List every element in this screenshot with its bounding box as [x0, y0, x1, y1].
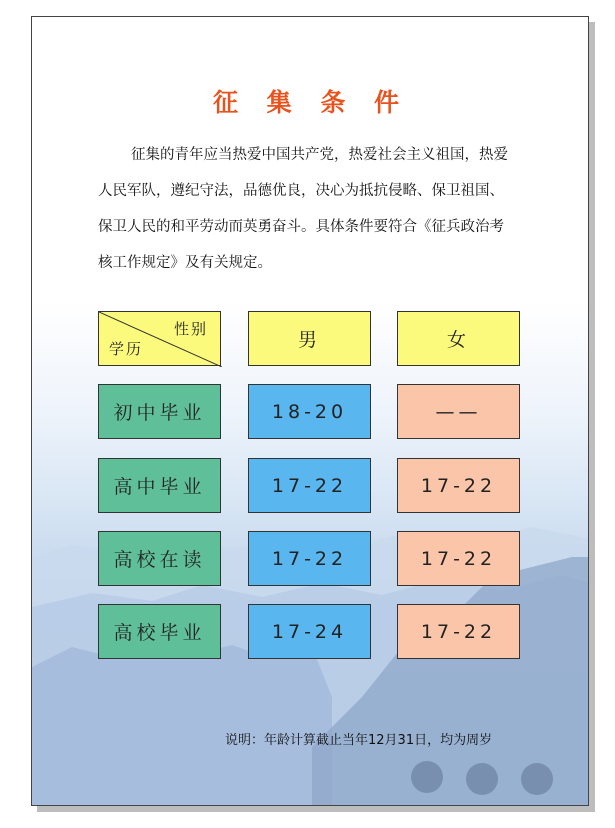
paragraph-line-2: 人民军队，遵纪守法，品德优良，决心为抵抗侵略、保卫祖国、	[98, 183, 504, 199]
male-age-cell: 17-24	[248, 604, 371, 659]
female-age-cell: ——	[397, 384, 520, 439]
header-male: 男	[248, 311, 371, 366]
header-education-label: 学历	[109, 340, 144, 358]
footnote: 说明：年龄计算截止当年12月31日，均为周岁	[225, 733, 493, 748]
education-cell: 高校毕业	[98, 604, 221, 659]
paragraph-line-3: 保卫人民的和平劳动而英勇奋斗。具体条件要符合《征兵政治考	[98, 219, 504, 235]
male-age-cell: 18-20	[248, 384, 371, 439]
paragraph-line-1: 征集的青年应当热爱中国共产党，热爱社会主义祖国，热爱	[131, 147, 508, 163]
female-age-cell: 17-22	[397, 604, 520, 659]
education-cell: 高中毕业	[98, 458, 221, 513]
wheel-2	[466, 763, 498, 795]
recruitment-poster	[31, 16, 589, 806]
tank-column	[32, 642, 332, 806]
female-age-cell: 17-22	[397, 531, 520, 586]
male-age-cell: 17-22	[248, 458, 371, 513]
wheel-1	[411, 761, 443, 793]
education-cell: 初中毕业	[98, 384, 221, 439]
header-gender-label: 性别	[173, 320, 208, 338]
education-cell: 高校在读	[98, 531, 221, 586]
female-age-cell: 17-22	[397, 458, 520, 513]
wheel-3	[521, 763, 553, 795]
page-title: 征 集 条 件	[212, 88, 410, 117]
male-age-cell: 17-22	[248, 531, 371, 586]
table-corner-header	[98, 311, 221, 366]
header-female: 女	[397, 311, 520, 366]
paragraph-line-4: 核工作规定》及有关规定。	[98, 255, 272, 271]
